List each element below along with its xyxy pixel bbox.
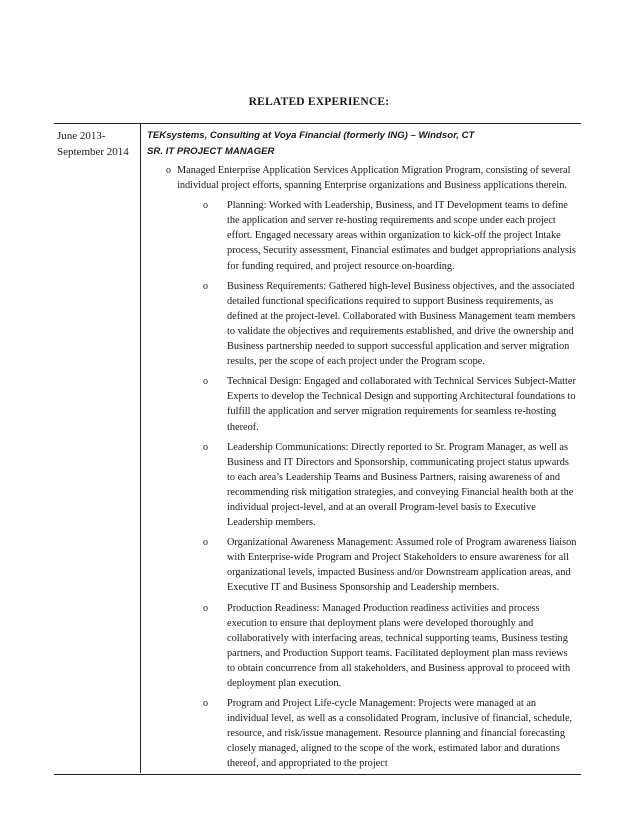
detail-text: Planning: Worked with Leadership, Business, and IT Development teams to define the application and server re-hosting requirements and scope under each project effort. Engaged necessary areas within organization to kick-off the project Intake process, Security assessment, Financial estimates and budget appropriations analysis for funding required, and project resource on-boarding.: [227, 200, 576, 272]
bullet-icon: o: [203, 698, 208, 710]
program-bullet: [147, 163, 577, 193]
detail-text: Technical Design: Engaged and collaborated with Technical Services Subject-Matter Experts to develop the Technical Design and supporting Architectural foundations to fulfill the application and server migration requirements for seamless re-hosting thereof.: [227, 376, 576, 433]
detail-item-business-requirements: [147, 279, 577, 370]
column-divider: [140, 123, 141, 773]
detail-text: Leadership Communications: Directly reported to Sr. Program Manager, as well as Business and IT Directors and Sponsorship, communicating project status upwards to each area’s Leadership Teams and Business Partners, raising awareness of and recommending risk mitigation strategies, and conveying Financial health both at the individual project-level, and at an overall Program-level basis to Executive Leadership members.: [227, 441, 574, 529]
detail-item-leadership-communications: [147, 440, 577, 531]
date-start: June 2013-: [57, 130, 106, 142]
job-content: [147, 128, 577, 777]
bullet-icon: o: [203, 441, 208, 453]
job-title: SR. IT PROJECT MANAGER: [147, 146, 275, 157]
detail-item-production-readiness: [147, 601, 577, 692]
detail-item-organizational-awareness: [147, 535, 577, 595]
bullet-icon: o: [203, 200, 208, 212]
detail-text: Program and Project Life-cycle Management: Projects were managed at an individual level, as well as a consolidated Program, inclusive of financial, schedule, resource, and risk/issue management. Resource planning and financial forecasting closely managed, aligned to the scope of the work, estimated labor and durations thereof, and appropriated to the project: [227, 698, 573, 770]
date-range: [57, 128, 139, 160]
detail-text: Organizational Awareness Management: Assumed role of Program awareness liaison with Enterprise-wide Program and Project Stakeholders to ensure awareness for all organizational levels, impacted Business and/or Downstream application areas, and Executive IT and Business Sponsorship and Leadership members.: [227, 537, 577, 594]
bullet-icon: o: [203, 280, 208, 292]
detail-item-technical-design: [147, 374, 577, 434]
detail-list: [147, 198, 577, 771]
bullet-icon: o: [203, 537, 208, 549]
detail-item-planning: [147, 198, 577, 273]
detail-item-lifecycle-management: [147, 696, 577, 771]
bullet-icon: o: [203, 602, 208, 614]
bullet-icon: o: [203, 376, 208, 388]
detail-text: Production Readiness: Managed Production readiness activities and process execution to ensure that deployment plans were developed thoroughly and collaboratively with interfacing areas, technical supporting teams, Business testing partners, and Production Support teams. Facilitated deployment plan mass reviews to obtain concurrence from all stakeholders, and Business approval to proceed with deployment plan execution.: [227, 602, 571, 689]
section-heading: RELATED EXPERIENCE:: [248, 96, 390, 108]
date-end: September 2014: [57, 146, 129, 158]
employer-line: TEKsystems, Consulting at Voya Financial (formerly ING) – Windsor, CT: [147, 130, 475, 141]
program-text: Managed Enterprise Application Services Application Migration Program, consisting of several individual project efforts, spanning Enterprise organizations and Business applications therein.: [177, 165, 571, 192]
bullet-icon: o: [166, 165, 171, 176]
detail-text: Business Requirements: Gathered high-level Business objectives, and the associated detailed functional specifications required to support Business requirements, as defined at the project-level. Collaborated with Business Management team members to validate the objectives and requirements established, and drive the ownership and Business partnership needed to support successful application and server migration results, per the scope of each project under the Program scope.: [227, 280, 576, 368]
